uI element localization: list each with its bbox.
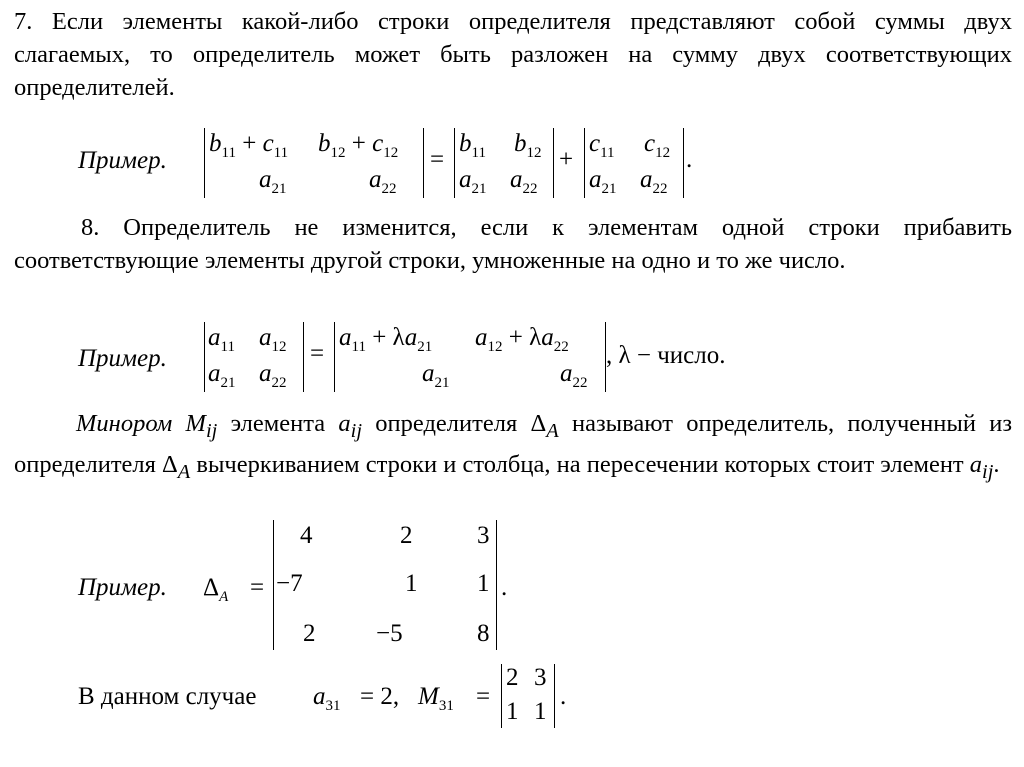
element-subscript-2: ij [982,460,994,483]
cell-r3c1: 2 [303,620,316,647]
cell-r1c3: 3 [477,522,490,549]
delta-symbol: Δ [203,574,220,601]
minor-def-text-2: определителя Δ [375,410,547,437]
cell-r2c3: 1 [477,570,490,597]
minor-cell-r2c2: 1 [534,698,547,725]
element-subscript: ij [350,419,363,442]
cell-r2c1: −7 [276,570,303,597]
example-label-2: Пример. [78,345,167,372]
equals-sign: = [250,574,265,601]
example-label-3: Пример. [78,574,167,601]
property-7-text: 7. Если элементы какой-либо строки определителя представляют собой суммы двух слагаемых, то определитель может быть разложен на сумму двух соответствующих определителей. [14,8,1012,101]
cell-r1c2: 2 [400,522,413,549]
delta-subscript-1: A [546,419,559,442]
m31-subscript: 31 [438,698,454,714]
minor-cell-r2c1: 1 [506,698,519,725]
minor-def-text-1: элемента [230,410,326,437]
minor-def-end: . [993,450,1000,478]
conclusion-text: В данном случае [78,683,257,710]
minor-cell-r1c2: 3 [534,664,547,691]
a31-value: = 2, [360,683,400,710]
minor-definition [14,407,1012,489]
a31-subscript: 31 [325,698,341,714]
lambda-note: , λ − число. [606,342,726,369]
cell-r2c2: 1 [405,570,418,597]
delta-subscript-2: A [177,460,191,483]
m31-symbol: M [418,683,439,710]
example-label-1: Пример. [78,147,167,174]
minor-symbol: M [185,410,206,437]
minor-def-text-4: вычеркиванием строки и столбца, на пересечении которых стоит элемент [196,450,964,478]
period-4: . [560,683,567,710]
period-3: . [501,574,508,601]
delta-subscript: A [219,589,229,605]
minor-def-text-3: называют определитель, полученный из определителя Δ [14,410,1013,478]
element-symbol: a [338,410,351,437]
cell-r3c3: 8 [477,620,490,647]
a31-symbol: a [313,683,326,710]
cell-r3c2: −5 [376,620,403,647]
equals-sign-2: = [476,683,491,710]
cell-r1c1: 4 [300,522,313,549]
minor-subscript: ij [205,419,218,442]
minor-term: Минором [76,410,173,437]
minor-cell-r1c1: 2 [506,664,519,691]
property-8-text: 8. Определитель не изменится, если к элементам одной строки прибавить соответствующие элементы другой строки, умноженные на одно и то же число. [14,214,1012,274]
element-symbol-2: a [969,450,983,478]
